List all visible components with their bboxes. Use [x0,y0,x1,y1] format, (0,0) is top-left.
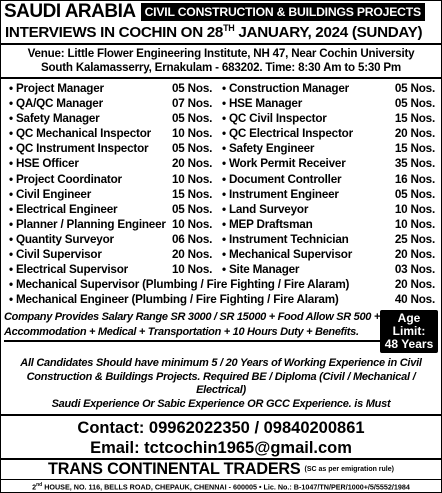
job-title: • Project Manager [9,82,104,95]
salary-line-1: Company Provides Salary Range SR 3000 / SR 15000 + Food Allow SR 500 + [4,311,380,324]
header [1,1,441,23]
job-count: 40 Nos. [394,293,435,307]
job-row [9,187,435,202]
job-count: 03 Nos. [394,263,435,277]
company-row [1,460,441,480]
job-title: • Electrical Supervisor [9,263,129,277]
job-count: 07 Nos. [172,97,213,111]
venue-line-1: Venue: Little Flower Engineering Institute, NH 47, Near Cochin University [27,47,415,60]
job-item [9,111,222,126]
job-title: • HSE Manager [222,97,303,111]
job-item [9,156,222,171]
job-count: 20 Nos. [172,157,213,171]
job-count: 10 Nos. [394,202,435,216]
experience-requirements: All Candidates Should have minimum 5 / 20 Years of Working Experience in Civil Construction & Buildings Projects. Required BE / Diploma (Civil / Mechanical / Electrical) Saudi Experience Or Sabic Experience OR GCC Experience. is Must [1,353,441,416]
job-title: • QC Civil Inspector [222,112,327,126]
job-title: • Civil Engineer [9,187,92,201]
job-count: 05 Nos. [172,202,213,216]
project-banner: CIVIL CONSTRUCTION & BUILDINGS PROJECTS [141,3,425,21]
job-row [9,202,435,217]
job-row-wide [9,292,435,307]
job-item [9,96,222,111]
job-item [9,262,222,277]
job-item [9,217,222,232]
job-row [9,247,435,262]
age-limit-badge: Age Limit: 48 Years [380,310,438,353]
job-row [9,141,435,156]
job-row [9,111,435,126]
job-row-wide [9,277,435,292]
job-title: • Planner / Planning Engineer [9,217,166,231]
job-item [222,96,435,111]
job-title: • QA/QC Manager [9,97,103,111]
job-item [222,262,435,277]
job-title: • HSE Officer [9,157,79,171]
job-row [9,156,435,171]
job-item [9,126,222,141]
job-count: 25 Nos. [394,232,435,246]
job-row [9,217,435,232]
job-title: • Civil Supervisor [9,248,102,262]
job-title: • Instrument Technician [222,232,349,246]
job-item [222,156,435,171]
salary-line-2: Accommodation + Medical + Transportation + 10 Hours Duty + Benefits. [4,325,380,342]
venue-line-2: South Kalamasserry, Ernakulam - 683202. Time: 8:30 Am to 5:30 Pm [40,61,402,74]
job-title: • Work Permit Receiver [222,157,346,171]
job-item [9,141,222,156]
job-count: 10 Nos. [172,127,213,141]
job-count: 05 Nos. [394,187,435,201]
job-item [222,126,435,141]
job-count: 10 Nos. [172,217,213,231]
job-title: • MEP Draftsman [222,217,313,231]
job-item [9,202,222,217]
interview-date: INTERVIEWS IN COCHIN ON 28TH JANUARY, 2024 (SUNDAY) [1,23,441,45]
job-item [222,81,435,96]
job-count: 10 Nos. [172,263,213,277]
job-title: • Mechanical Supervisor (Plumbing / Fire Fighting / Fire Alaram) [9,278,350,292]
job-row [9,126,435,141]
job-item [9,187,222,202]
company-address: 2nd HOUSE, NO. 116, BELLS ROAD, CHEPAUK, CHENNAI - 600005 • Lic. No.: B-1047/TN/PER/1000+/5/5552/1984 [32,482,410,492]
job-count: 16 Nos. [394,172,435,186]
emigration-note: (SC as per emigration rule) [304,466,394,474]
job-title: • Project Coordinator [9,172,122,186]
job-count: 15 Nos. [394,142,435,156]
job-count: 10 Nos. [394,217,435,231]
job-title: • QC Instrument Inspector [9,142,149,156]
contact-phone: Contact: 09962022350 / 09840200861 [77,419,365,438]
job-row [9,232,435,247]
country-title: SAUDI ARABIA [4,1,136,22]
job-item [222,187,435,202]
job-item [222,172,435,187]
job-item [222,111,435,126]
job-title: • Document Controller [222,172,342,186]
job-title: • Instrument Engineer [222,187,339,201]
job-row [9,262,435,277]
job-row [9,96,435,111]
job-count: 05 Nos. [172,82,213,95]
job-title: • Quantity Surveyor [9,232,114,246]
job-count: 06 Nos. [172,232,213,246]
job-item [222,232,435,247]
job-item [9,232,222,247]
salary-text [4,310,380,353]
job-item [222,141,435,156]
job-title: • Electrical Engineer [9,202,118,216]
job-item [9,247,222,262]
job-title: • Land Surveyor [222,202,309,216]
salary-section [4,310,438,353]
job-title: • Site Manager [222,263,300,277]
job-count: 15 Nos. [394,112,435,126]
company-name: TRANS CONTINENTAL TRADERS [48,460,301,479]
job-item [222,217,435,232]
job-count: 20 Nos. [172,248,213,262]
job-title: • Safety Manager [9,112,100,126]
job-item [222,247,435,262]
job-count: 35 Nos. [394,157,435,171]
job-title: • QC Mechanical Inspector [9,127,151,141]
job-item [9,81,222,96]
job-count: 20 Nos. [394,127,435,141]
job-title: • QC Electrical Inspector [222,127,353,141]
job-list [1,79,441,307]
job-row [9,81,435,96]
job-title: • Mechanical Supervisor [222,248,353,262]
job-count: 05 Nos. [394,82,435,95]
job-title: • Mechanical Engineer (Plumbing / Fire Fighting / Fire Alaram) [9,293,339,307]
job-count: 20 Nos. [394,278,435,292]
job-item [9,172,222,187]
job-count: 05 Nos. [394,97,435,111]
job-title: • Construction Manager [222,82,349,95]
job-row [9,172,435,187]
contact-email: Email: tctcochin1965@gmail.com [1,438,441,460]
job-item [222,202,435,217]
venue-details [1,45,441,79]
job-count: 05 Nos. [172,142,213,156]
job-count: 10 Nos. [172,172,213,186]
job-title: • Safety Engineer [222,142,315,156]
job-count: 15 Nos. [172,187,213,201]
job-count: 05 Nos. [172,112,213,126]
job-count: 20 Nos. [394,248,435,262]
